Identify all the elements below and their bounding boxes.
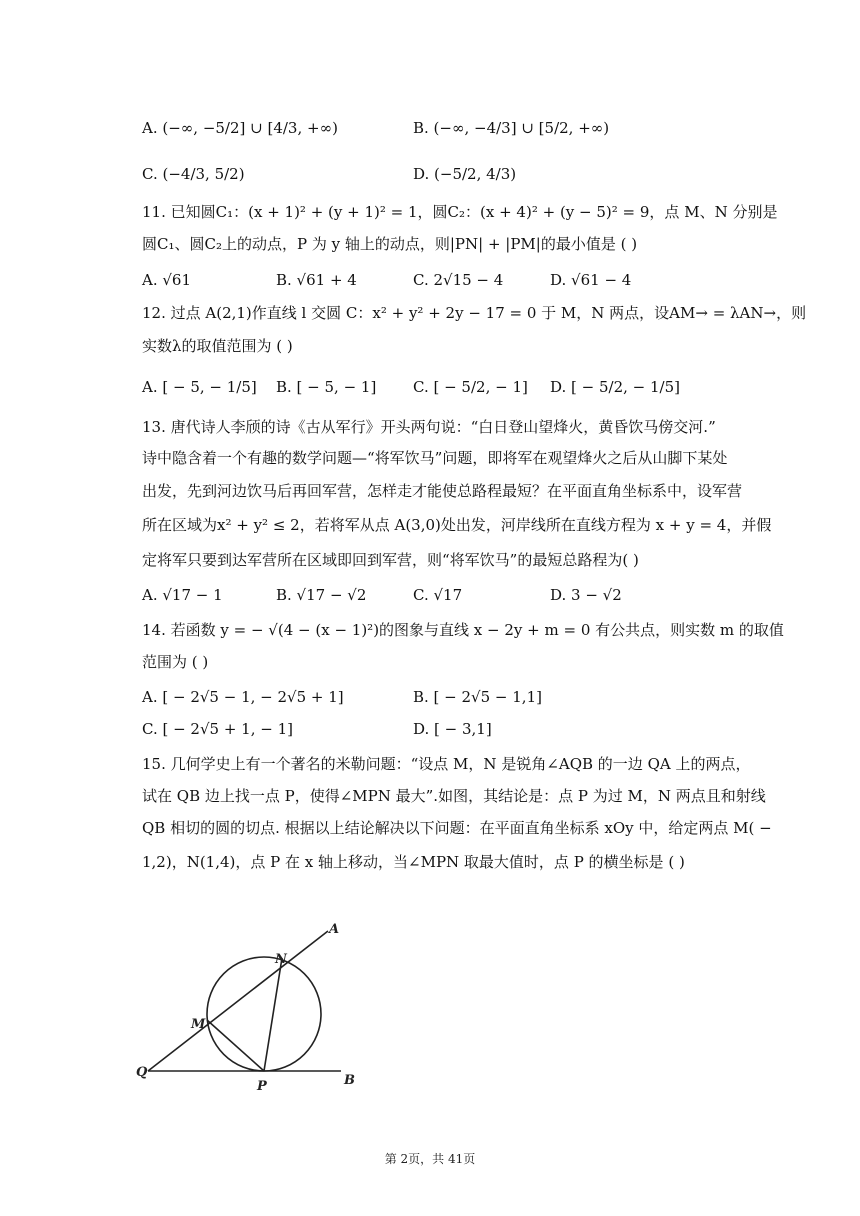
q12-option-c: C. [ − 5/2, − 1] <box>413 378 528 396</box>
label-n: N <box>275 952 287 967</box>
q15-stem-line1: 15. 几何学史上有一个著名的米勒问题：“设点 M，N 是锐角∠AQB 的一边 QA 上的两点， <box>142 755 751 773</box>
q11-stem-line1: 11. 已知圆C₁：(x + 1)² + (y + 1)² = 1，圆C₂：(x + 4)² + (y − 5)² = 9，点 M、N 分别是 <box>142 203 778 221</box>
q15-stem-line2: 试在 QB 边上找一点 P，使得∠MPN 最大”.如图，其结论是：点 P 为过 M，N 两点且和射线 <box>142 787 766 805</box>
q12-option-b: B. [ − 5, − 1] <box>276 378 377 396</box>
q15-stem-line3: QB 相切的圆的切点. 根据以上结论解决以下问题：在平面直角坐标系 xOy 中，给定两点 M( − <box>142 819 772 837</box>
q12-option-a: A. [ − 5, − 1/5] <box>142 378 257 396</box>
label-p: P <box>257 1079 267 1094</box>
q13-option-c: C. √17 <box>413 586 463 604</box>
q10-option-a: A. (−∞, −5/2] ∪ [4/3, +∞) <box>142 119 338 137</box>
q14-option-b: B. [ − 2√5 − 1,1] <box>413 688 542 706</box>
label-q: Q <box>136 1065 148 1080</box>
q13-stem-line5: 定将军只要到达军营所在区域即回到军营，则“将军饮马”的最短总路程为( ) <box>142 551 639 569</box>
q13-stem-line1: 13. 唐代诗人李颀的诗《古从军行》开头两句说：“白日登山望烽火，黄昏饮马傍交河.” <box>142 418 716 436</box>
q10-option-d: D. (−5/2, 4/3) <box>413 165 517 183</box>
q12-option-d: D. [ − 5/2, − 1/5] <box>550 378 680 396</box>
q10-option-b: B. (−∞, −4/3] ∪ [5/2, +∞) <box>413 119 610 137</box>
miller-figure <box>136 918 366 1094</box>
q13-stem-line2: 诗中隐含着一个有趣的数学问题—“将军饮马”问题，即将军在观望烽火之后从山脚下某处 <box>142 449 728 467</box>
q13-stem-line3: 出发，先到河边饮马后再回军营，怎样走才能使总路程最短？在平面直角坐标系中，设军营 <box>142 482 743 500</box>
ray-qa <box>148 931 328 1071</box>
q11-stem-line2: 圆C₁、圆C₂上的动点，P 为 y 轴上的动点，则|PN| + |PM|的最小值是 ( ) <box>142 235 638 253</box>
tangent-circle <box>207 957 321 1071</box>
q13-stem-line4: 所在区域为x² + y² ≤ 2，若将军从点 A(3,0)处出发，河岸线所在直线方程为 x + y = 4，并假 <box>142 516 772 534</box>
q15-stem-line4: 1,2)，N(1,4)，点 P 在 x 轴上移动，当∠MPN 取最大值时，点 P 的横坐标是 ( ) <box>142 853 685 871</box>
q11-option-b: B. √61 + 4 <box>276 271 357 289</box>
q10-option-c: C. (−4/3, 5/2) <box>142 165 245 183</box>
label-m: M <box>191 1017 206 1032</box>
q12-stem-line2: 实数λ的取值范围为 ( ) <box>142 337 293 355</box>
label-b: B <box>344 1073 355 1088</box>
page-footer: 第 2页，共 41页 <box>384 1152 476 1166</box>
q12-stem-line1: 12. 过点 A(2,1)作直线 l 交圆 C：x² + y² + 2y − 17 = 0 于 M，N 两点，设AM→ = λAN→，则 <box>142 304 807 322</box>
q11-option-d: D. √61 − 4 <box>550 271 632 289</box>
q13-option-d: D. 3 − √2 <box>550 586 622 604</box>
q14-option-c: C. [ − 2√5 + 1, − 1] <box>142 720 293 738</box>
q11-option-a: A. √61 <box>142 271 192 289</box>
q14-stem-line2: 范围为 ( ) <box>142 653 209 671</box>
q13-option-a: A. √17 − 1 <box>142 586 223 604</box>
q14-option-a: A. [ − 2√5 − 1, − 2√5 + 1] <box>142 688 344 706</box>
q14-stem-line1: 14. 若函数 y = − √(4 − (x − 1)²)的图象与直线 x − 2y + m = 0 有公共点，则实数 m 的取值 <box>142 621 784 639</box>
q11-option-c: C. 2√15 − 4 <box>413 271 504 289</box>
segment-pn <box>264 958 282 1071</box>
q13-option-b: B. √17 − √2 <box>276 586 367 604</box>
q14-option-d: D. [ − 3,1] <box>413 720 492 738</box>
label-a: A <box>329 922 340 937</box>
